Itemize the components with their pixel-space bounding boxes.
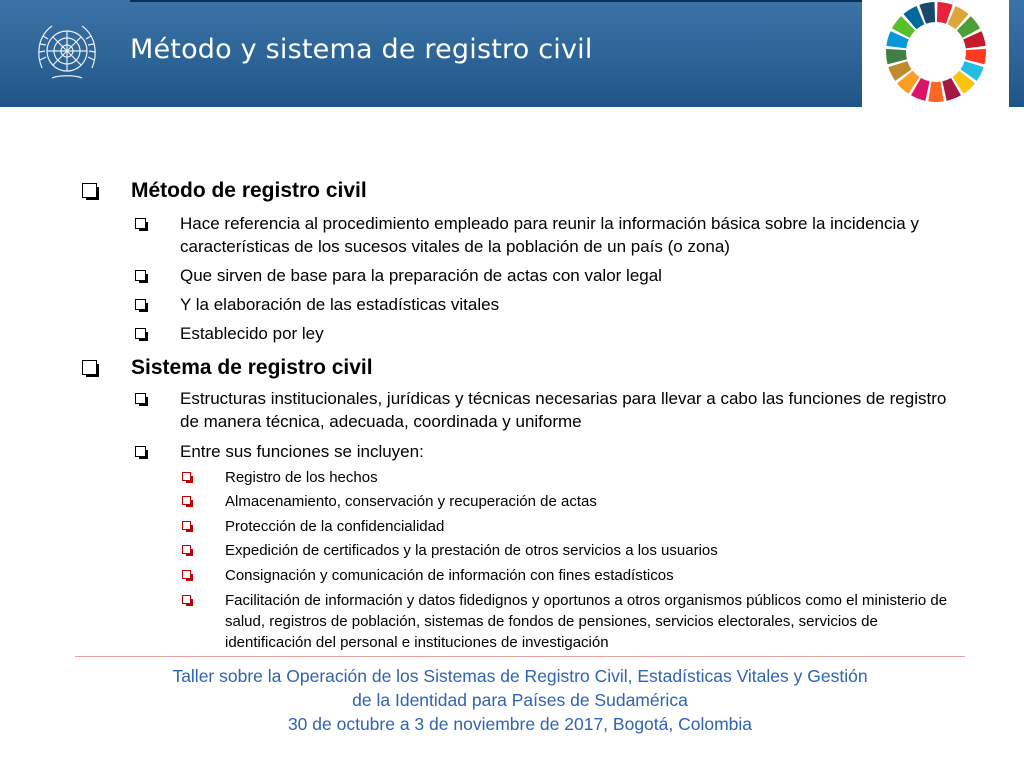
list-item: Hace referencia al procedimiento empleado para reunir la información básica sobre la incidencia y características de los sucesos vitales de la población de un país (o zona) [180,214,919,256]
checkbox-bullet-icon [135,393,146,404]
checkbox-bullet-icon [182,521,191,530]
checkbox-bullet-icon [182,570,191,579]
sub-list-item: Expedición de certificados y la prestación de otros servicios a los usuarios [225,542,718,559]
checkbox-bullet-icon [135,299,146,310]
checkbox-bullet-icon [135,270,146,281]
checkbox-bullet-icon [82,183,97,198]
section-heading-metodo: Método de registro civil [131,179,367,202]
checkbox-bullet-icon [182,545,191,554]
list-item: Establecido por ley [180,324,324,343]
list-item: Que sirven de base para la preparación de actas con valor legal [180,266,662,285]
footer-line-1: Taller sobre la Operación de los Sistemas de Registro Civil, Estadísticas Vitales y Gestión [172,666,868,686]
section-heading-sistema: Sistema de registro civil [131,356,373,379]
footer [80,664,960,736]
footer-divider [75,656,965,657]
checkbox-bullet-icon [182,496,191,505]
list-item: Y la elaboración de las estadísticas vitales [180,295,500,314]
checkbox-bullet-icon [135,446,146,457]
sub-list-item: Protección de la confidencialidad [225,518,445,535]
list-item: Estructuras institucionales, jurídicas y técnicas necesarias para llevar a cabo las funciones de registro de manera técnica, adecuada, coordinada y uniforme [180,389,947,431]
footer-line-3: 30 de octubre a 3 de noviembre de 2017, Bogotá, Colombia [287,714,753,734]
page-title: Método y sistema de registro civil [130,34,593,65]
sub-list-item: Facilitación de información y datos fidedignos y oportunos a otros organismos públicos como el ministerio de salud, registros de población, sistemas de fondos de pensiones, servicios electorales, servicios de identificación del personal e instituciones de investigación [225,592,948,651]
sub-list-item: Consignación y comunicación de información con fines estadísticos [225,567,674,584]
checkbox-bullet-icon [182,595,191,604]
checkbox-bullet-icon [135,328,146,339]
checkbox-bullet-icon [135,218,146,229]
footer-line-2: de la Identidad para Países de Sudamérica [352,690,688,710]
checkbox-bullet-icon [82,360,97,375]
sub-list-item: Almacenamiento, conservación y recuperación de actas [225,493,597,510]
list-item: Entre sus funciones se incluyen: [180,442,424,461]
sub-list-item: Registro de los hechos [225,469,378,486]
checkbox-bullet-icon [182,472,191,481]
